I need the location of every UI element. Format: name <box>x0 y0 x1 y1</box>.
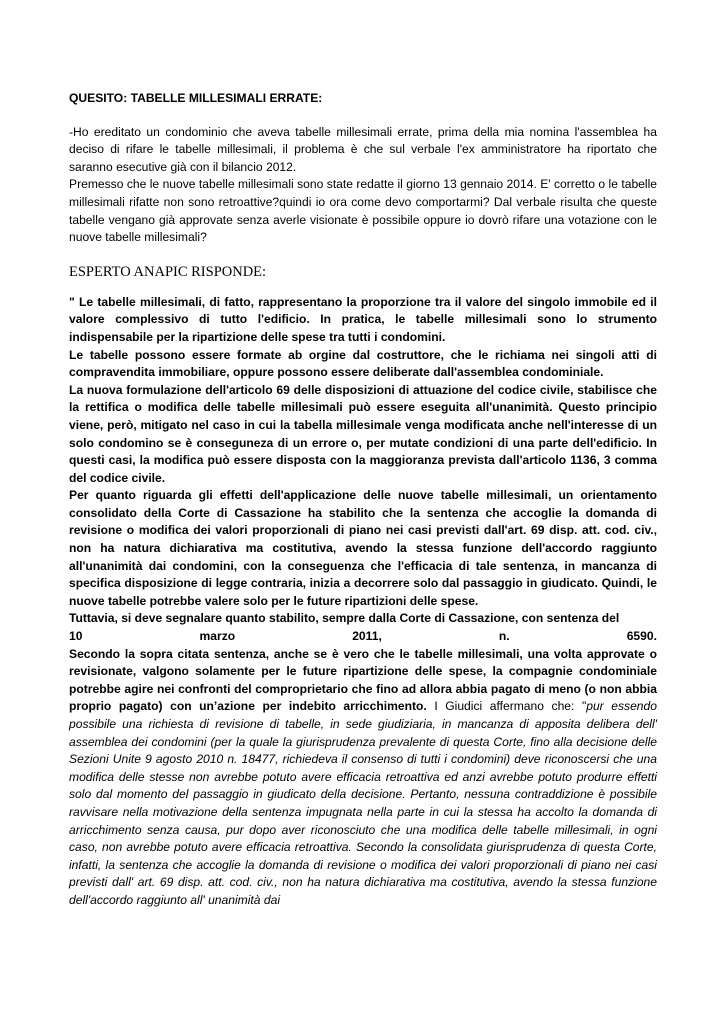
expert-heading: ESPERTO ANAPIC RISPONDE: <box>69 263 267 280</box>
date-part: 2011, <box>352 629 382 644</box>
question-paragraph: Premesso che le nuove tabelle millesimali sono state redatte il giorno 13 gennaio 2014. E' corretto o le tabelle millesimali rifatte non sono retroattive?quindi io ora come devo comportarmi? Dal verbale risulta che queste tabelle vengano già approvate senza averle visionate è possibile oppure io dovrò rifare una votazione con le nuove tabelle millesimali? <box>69 177 657 245</box>
question-title: QUESITO: TABELLE MILLESIMALI ERRATE: <box>69 91 323 105</box>
answer-plain-text: I Giudici affermano che: " <box>426 699 587 714</box>
answer-bold-text: Secondo la sopra citata sentenza, anche se è vero che le tabelle millesimali, una volta approvate o revisionate, valgono solamente per le future ripartizione delle spese, la compagnie condominiale potrebbe agire nei confronti del comproprietario che fino ad allora abbia pagato di meno (o non abbia proprio pagato) con un’azione per indebito arricchimento. <box>69 646 657 714</box>
answer-paragraph: Per quanto riguarda gli effetti dell'applicazione delle nuove tabelle millesimali, un orientamento consolidato della Corte di Cassazione ha stabilito che la sentenza che accoglie la domanda di revisione o modifica dei valori proporzionali di piano nei casi previsti dall'art. 69 disp. att. cod. civ., non ha natura dichiarativa ma costitutiva, avendo la stessa funzione dell'accordo raggiunto all'unanimità dai condomini, con la conseguenza che l'efficacia di tale sentenza, in mancanza di specifica disposizione di legge contraria, inizia a decorrere solo dal passaggio in giudicato. Quindi, le nuove tabelle potrebbe valere solo per le future ripartizioni delle spese. <box>69 488 657 608</box>
answer-paragraph: " Le tabelle millesimali, di fatto, rappresentano la proporzione tra il valore del singolo immobile ed il valore complessivo di tutto l'edificio. In pratica, le tabelle millesimali sono lo strumento indispensabile per la ripartizione delle spese tra tutti i condomini. <box>69 294 657 344</box>
answer-body <box>69 294 657 910</box>
date-part: 6590. <box>626 629 657 644</box>
question-body <box>69 124 657 247</box>
date-part: 10 <box>69 629 83 644</box>
document-page <box>69 90 657 910</box>
answer-paragraph: Tuttavia, si deve segnalare quanto stabilito, sempre dalla Corte di Cassazione, con sentenza del <box>69 611 620 626</box>
answer-paragraph: Le tabelle possono essere formate ab orgine dal costruttore, che le richiama nei singoli atti di compravendita immobiliare, oppure possono essere deliberate dall'assemblea condominiale. <box>69 347 657 380</box>
court-quote: pur essendo possibile una richiesta di revisione di tabelle, in sede giudiziaria, in mancanza di apposita delibera dell' assemblea dei condomini (per la quale la giurisprudenza prevalente di questa Corte, fino alla decisione delle Sezioni Unite 9 agosto 2010 n. 18477, richiedeva il consenso di tutti i condomini) deve riconoscersi che una modifica delle stesse non avrebbe potuto avere efficacia retroattiva ed anzi avrebbe potuto produrre effetti solo dal momento del passaggio in giudicato della decisione. Pertanto, nessuna contraddizione è possibile ravvisare nella motivazione della sentenza impugnata nella parte in cui la stessa ha accolto la domanda di arricchimento senza causa, pur dopo aver riconosciuto che una modifica delle tabelle millesimali, in ogni caso, non avrebbe potuto avere efficacia retroattiva. Secondo la consolidata giurisprudenza di questa Corte, infatti, la sentenza che accoglie la domanda di revisione o modifica dei valori proporzionali di piano nei casi previsti dall' art. 69 disp. att. cod. civ., non ha natura dichiarativa ma costitutiva, avendo la stessa funzione dell'accordo raggiunto all' unanimità dai <box>69 699 657 907</box>
sentence-date-line <box>69 628 657 646</box>
answer-paragraph: La nuova formulazione dell'articolo 69 delle disposizioni di attuazione del codice civile, stabilisce che la rettifica o modifica delle tabelle millesimali può essere eseguita all'unanimità. Questo principio viene, però, mitigato nel caso in cui la tabella millesimale venga modificata anche nell'interesse di un solo condomino se è conseguneza di un errore o, per mutate condizioni di una parte dell'edificio. In questi casi, la modifica può essere disposta con la maggioranza prevista dall'articolo 1136, 3 comma del codice civile. <box>69 382 657 485</box>
date-part: n. <box>498 629 510 644</box>
answer-paragraph <box>69 646 657 910</box>
question-paragraph: -Ho ereditato un condominio che aveva tabelle millesimali errate, prima della mia nomina l'assemblea ha deciso di rifare le tabelle millesimali, il problema è che sul verbale l'ex amministratore ha riportato che saranno esecutive già con il bilancio 2012. <box>69 124 657 174</box>
date-part: marzo <box>199 629 236 644</box>
